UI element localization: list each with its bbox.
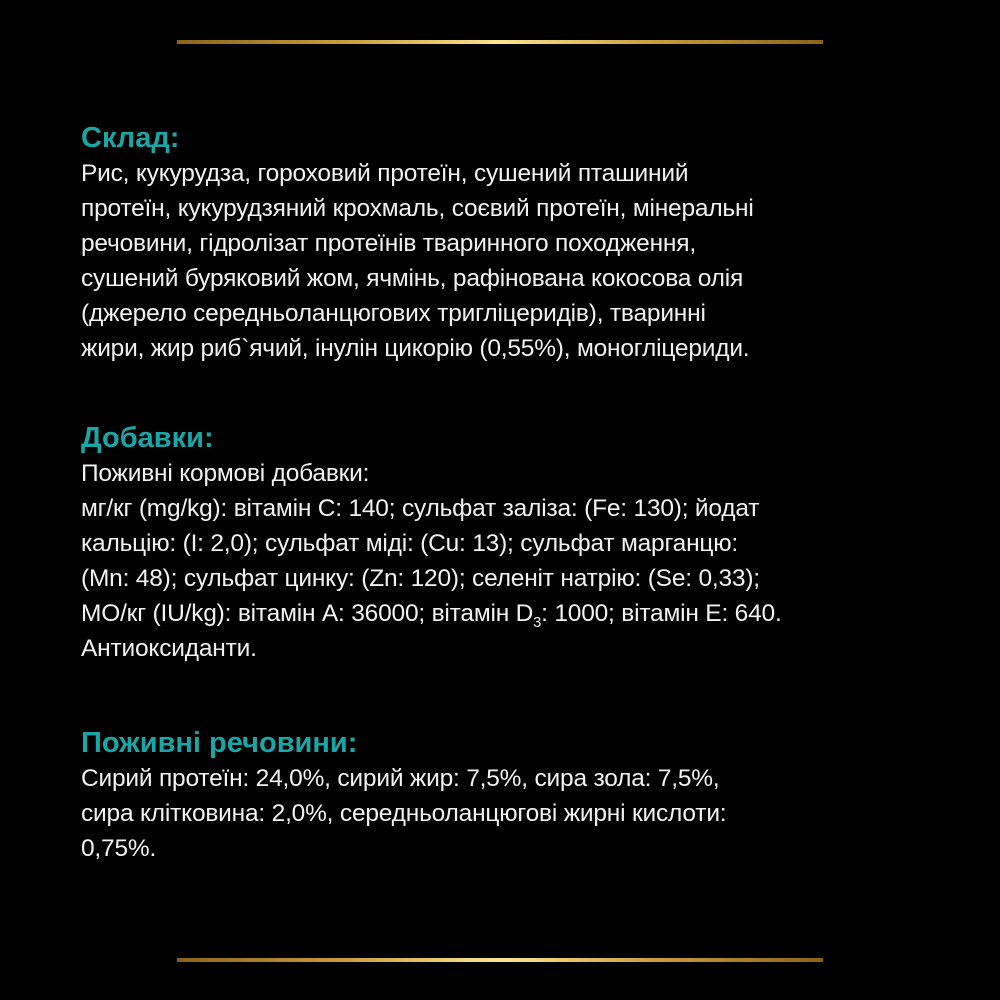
d3-subscript: 3 [533, 615, 542, 631]
bottom-gold-divider [177, 958, 823, 962]
composition-section [81, 120, 961, 366]
composition-line: (джерело середньоланцюгових тригліцеридів), тваринні [81, 300, 706, 327]
composition-line: протеїн, кукурудзяний крохмаль, соєвий протеїн, мінеральні [81, 195, 754, 222]
nutrients-line: 0,75%. [81, 835, 157, 862]
additives-line: (Mn: 48); сульфат цинку: (Zn: 120); селеніт натрію: (Se: 0,33); [81, 565, 760, 592]
top-gold-divider [177, 40, 823, 44]
additives-iu-line [81, 596, 961, 631]
additives-line: Антиоксиданти. [81, 635, 257, 662]
composition-heading: Склад: [81, 122, 180, 154]
iu-line-prefix: МО/кг (IU/kg): вітамін А: 36000; вітамін D [81, 600, 534, 627]
additives-section [81, 420, 961, 666]
nutrients-heading: Поживні речовини: [81, 727, 358, 759]
additives-line: мг/кг (mg/kg): вітамін С: 140; сульфат заліза: (Fe: 130); йодат [81, 495, 760, 522]
additives-line: кальцію: (I: 2,0); сульфат міді: (Cu: 13); сульфат марганцю: [81, 530, 739, 557]
composition-line: Рис, кукурудза, гороховий протеїн, сушений пташиний [81, 160, 689, 187]
additives-line: Поживні кормові добавки: [81, 460, 370, 487]
nutrients-line: сира клітковина: 2,0%, середньоланцюгові жирні кислоти: [81, 800, 727, 827]
composition-line: сушений буряковий жом, ячмінь, рафінована кокосова олія [81, 265, 744, 292]
composition-line: жири, жир риб`ячий, інулін цикорію (0,55%), моногліцериди. [81, 335, 750, 362]
iu-line-suffix: : 1000; вітамін Е: 640. [541, 600, 782, 627]
composition-line: речовини, гідролізат протеїнів тваринного походження, [81, 230, 696, 257]
additives-heading: Добавки: [81, 422, 214, 454]
nutrients-line: Сирий протеїн: 24,0%, сирий жир: 7,5%, сира зола: 7,5%, [81, 765, 720, 792]
nutrients-section [81, 725, 961, 866]
